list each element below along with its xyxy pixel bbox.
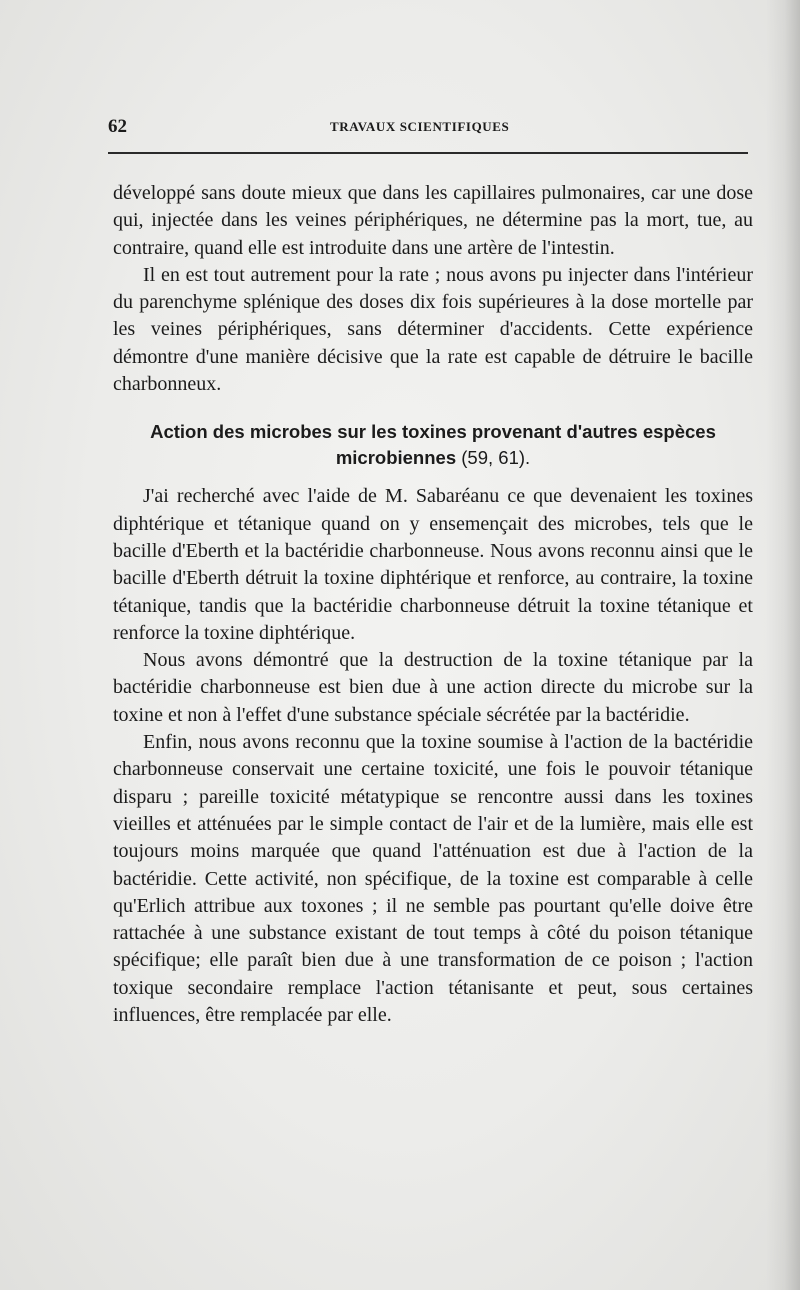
paragraph-enfin: Enfin, nous avons reconnu que la toxine soumise à l'action de la bactéridie charbonneuse conservait une certaine toxicité, une fois le pouvoir tétanique disparu ; pareille toxicité métatypique se rencontre aussi dans les toxines vieilles et atténuées par le simple contact de l'air et de la lumière, mais elle est toujours moins marquée que quand l'atténuation est due à l'action de la bactéridie. Cette activité, non spécifique, de la toxine est comparable à celle qu'Erlich attribue aux toxones ; il ne semble pas pourtant qu'elle doive être rattachée à une substance existant de tout temps à côté du poison tétanique spécifique; elle paraît bien due à une transformation de ce poison ; l'action toxique secondaire remplace l'action tétanisante et peut, sous certaines influences, être remplacée par elle.	[113, 731, 753, 1027]
running-title: TRAVAUX SCIENTIFIQUES	[330, 119, 510, 134]
page-header	[108, 116, 748, 140]
body-text	[113, 180, 753, 1029]
paragraph-toxines: J'ai recherché avec l'aide de M. Sabaréanu ce que devenaient les toxines diphtérique et tétanique quand on y ensemençait des microbes, tels que le bacille d'Eberth et la bactéridie charbonneuse. Nous avons reconnu ainsi que le bacille d'Eberth détruit la toxine diphtérique et renforce, au contraire, la toxine tétanique, tandis que la bactéridie charbonneuse détruit la toxine tétanique et renforce la toxine diphtérique.	[113, 485, 753, 644]
page-number: 62	[108, 116, 127, 137]
section-heading-references: (59, 61).	[461, 447, 531, 469]
section-heading	[113, 419, 753, 471]
paragraph-destruction: Nous avons démontré que la destruction de la toxine tétanique par la bactéridie charbonneuse est bien due à une action directe du microbe sur la toxine et non à l'effet d'une substance spéciale sécrétée par la bactéridie.	[113, 649, 753, 726]
section-heading-word: microbiennes	[335, 447, 457, 469]
page-gutter-shadow	[766, 0, 800, 1290]
section-heading-line-2	[113, 445, 753, 471]
paragraph-rate: Il en est tout autrement pour la rate ; nous avons pu injecter dans l'intérieur du parenchyme splénique des doses dix fois supérieures à la dose mortelle par les veines périphériques, sans déterminer d'accidents. Cette expérience démontre d'une manière décisive que la rate est capable de détruire le bacille charbonneux.	[113, 263, 753, 396]
section-heading-line-1: Action des microbes sur les toxines provenant d'autres espèces	[150, 421, 716, 443]
header-rule	[108, 152, 748, 154]
paragraph-continued: développé sans doute mieux que dans les capillaires pulmonaires, car une dose qui, injectée dans les veines périphériques, ne détermine pas la mort, tue, au contraire, quand elle est introduite dans une artère de l'intestin.	[113, 182, 753, 259]
